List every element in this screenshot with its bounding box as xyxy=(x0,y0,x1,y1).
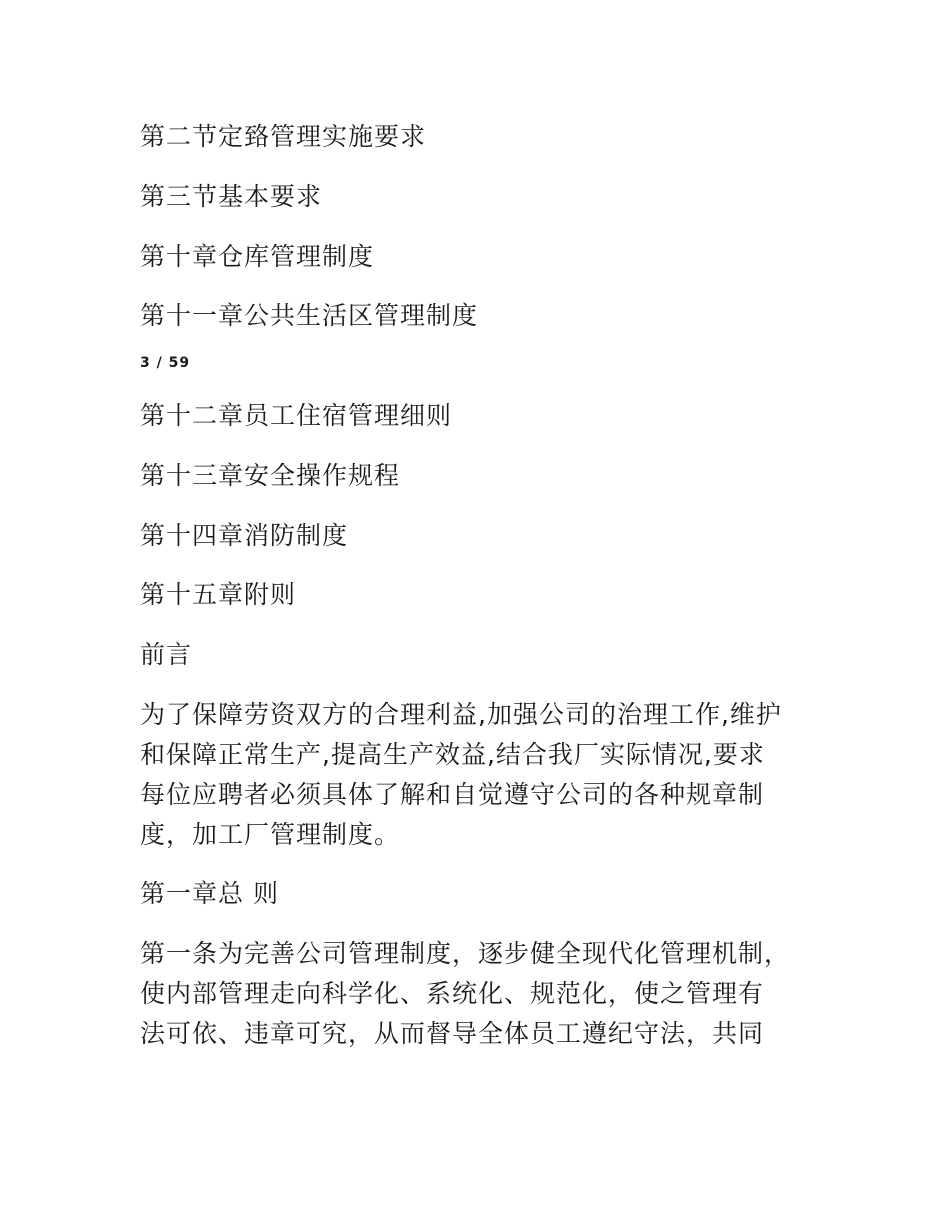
toc-entry: 第三节基本要求 xyxy=(140,182,323,211)
paragraph-line: 每位应聘者必须具体了解和自觉遵守公司的各种规章制 xyxy=(140,780,765,809)
toc-entry: 第二节定臵管理实施要求 xyxy=(140,122,427,151)
toc-entry: 第十一章公共生活区管理制度 xyxy=(140,301,479,330)
paragraph-line: 使内部管理走向科学化、系统化、规范化，使之管理有 xyxy=(140,979,765,1008)
page-number: 3 / 59 xyxy=(140,355,191,371)
preface-paragraph xyxy=(140,695,820,855)
toc-entry: 第十四章消防制度 xyxy=(140,521,349,550)
toc-entry: 第十章仓库管理制度 xyxy=(140,242,375,271)
toc-entry: 第十五章附则 xyxy=(140,580,297,609)
paragraph-line: 第一条为完善公司管理制度，逐步健全现代化管理机制， xyxy=(140,939,791,968)
paragraph-line: 度，加工厂管理制度。 xyxy=(140,820,401,849)
paragraph-line: 和保障正常生产,提高生产效益,结合我厂实际情况,要求 xyxy=(140,740,765,769)
toc-entry: 第十三章安全操作规程 xyxy=(140,461,401,490)
article-paragraph xyxy=(140,934,820,1054)
toc-entry: 第十二章员工住宿管理细则 xyxy=(140,401,453,430)
paragraph-line: 为了保障劳资双方的合理利益,加强公司的治理工作,维护 xyxy=(140,700,782,729)
preface-heading: 前言 xyxy=(140,640,193,669)
chapter-heading: 第一章总 则 xyxy=(140,879,279,908)
paragraph-line: 法可依、违章可究，从而督导全体员工遵纪守法，共同 xyxy=(140,1019,765,1048)
